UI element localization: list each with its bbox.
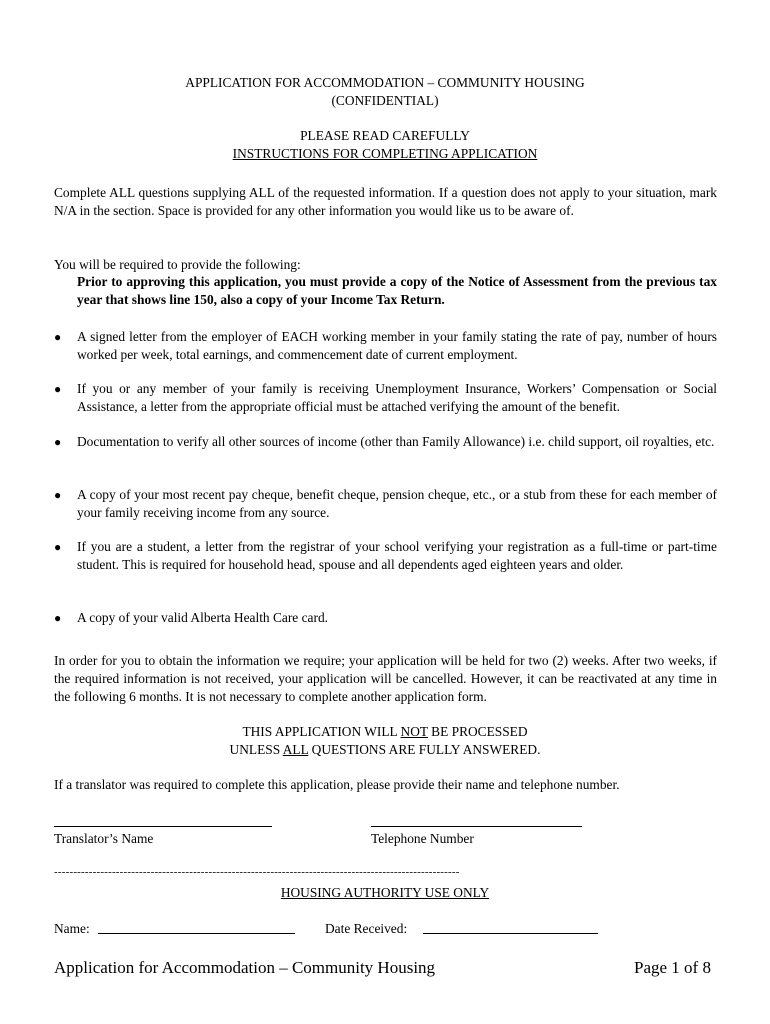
processing-warning-line2 — [0, 741, 770, 759]
office-use-heading-wrap — [0, 884, 770, 902]
bullet-icon: ● — [54, 330, 62, 344]
translator-note: If a translator was required to complete this application, please provide their name and telephone number. — [54, 777, 620, 792]
list-item: A copy of your valid Alberta Health Care card. — [77, 610, 328, 625]
warning-text: QUESTIONS ARE FULLY ANSWERED. — [308, 742, 541, 757]
warning-emphasis: ALL — [282, 742, 309, 757]
bullet-icon: ● — [54, 540, 62, 554]
bullet-icon: ● — [54, 435, 62, 449]
warning-text: UNLESS — [229, 742, 283, 757]
list-item: If you or any member of your family is receiving Unemployment Insurance, Workers’ Compensation or Social Assistance, a letter from the appropriate official must be attached verifying the amount of the benefit. — [77, 381, 717, 414]
page-number: Page 1 of 8 — [634, 958, 711, 977]
translator-name-label: Translator’s Name — [54, 831, 154, 846]
list-item: If you are a student, a letter from the registrar of your school verifying your registration as a full-time or part-time student. This is required for household head, spouse and all dependents aged eighteen years and older. — [77, 539, 717, 572]
bullet-icon: ● — [54, 488, 62, 502]
hold-notice-paragraph: In order for you to obtain the information we require; your application will be held for two (2) weeks. After two weeks, if the required information is not received, your application will be cancelled. However, it can be reactivated at any time in the following 6 months. It is not necessary to complete another application form. — [54, 653, 717, 704]
footer-title: Application for Accommodation – Community Housing — [54, 958, 436, 977]
intro-paragraph: Complete ALL questions supplying ALL of the requested information. If a question does not apply to your situation, mark N/A in the section. Space is provided for any other information you would like us to be aware of. — [54, 185, 717, 218]
bullet-icon: ● — [54, 611, 62, 625]
confidential-label: (CONFIDENTIAL) — [331, 93, 439, 108]
office-use-heading: HOUSING AUTHORITY USE ONLY — [280, 885, 490, 900]
office-use-divider: --------------------------------------------------------------------------------------------------------- — [54, 866, 460, 878]
warning-text: BE PROCESSED — [427, 724, 528, 739]
required-lead: You will be required to provide the following: — [54, 257, 301, 272]
instructions-heading: INSTRUCTIONS FOR COMPLETING APPLICATION — [232, 146, 538, 161]
warning-text: THIS APPLICATION WILL — [242, 724, 401, 739]
tax-assessment-requirement: Prior to approving this application, you must provide a copy of the Notice of Assessment from the previous tax year that shows line 150, also a copy of your Income Tax Return. — [77, 274, 717, 307]
translator-name-field[interactable] — [54, 826, 272, 827]
read-carefully-heading: PLEASE READ CAREFULLY — [300, 128, 470, 143]
list-item: A signed letter from the employer of EACH working member in your family stating the rate of pay, number of hours worked per week, total earnings, and commencement date of current employment. — [77, 329, 717, 362]
document-title: APPLICATION FOR ACCOMMODATION – COMMUNITY HOUSING — [185, 75, 585, 90]
bullet-icon: ● — [54, 382, 62, 396]
warning-emphasis: NOT — [400, 724, 428, 739]
list-item: Documentation to verify all other sources of income (other than Family Allowance) i.e. child support, oil royalties, etc. — [77, 434, 715, 449]
date-received-field[interactable] — [423, 933, 598, 934]
instructions-heading-wrap — [0, 145, 770, 163]
list-item: A copy of your most recent pay cheque, benefit cheque, pension cheque, etc., or a stub from these for each member of your family receiving income from any source. — [77, 487, 717, 520]
processing-warning-line1 — [0, 723, 770, 741]
telephone-field[interactable] — [371, 826, 582, 827]
name-field[interactable] — [98, 933, 295, 934]
telephone-label: Telephone Number — [371, 831, 474, 846]
date-received-label: Date Received: — [325, 921, 408, 936]
name-label: Name: — [54, 921, 90, 936]
